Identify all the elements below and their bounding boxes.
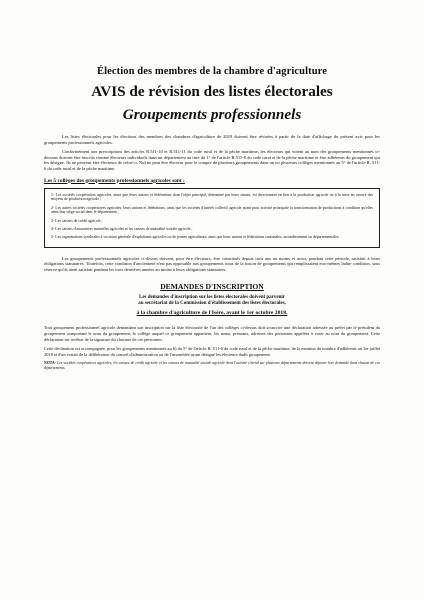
college-item: 3- Les caisses de crédit agricole ; (51, 218, 103, 223)
nota-note (44, 361, 380, 370)
demandes-title: DEMANDES D'INSCRIPTION (160, 282, 264, 292)
intro-paragraph-1: Les listes électorales pour les élections des membres des chambres d'agriculture de 2019 doivent être révisées à partir de la date d'affichage du présent avis pour les groupements professionnels agricoles. (44, 134, 380, 145)
election-heading: Élection des membres de la chambre d'agriculture (97, 66, 327, 77)
avis-title: AVIS de révision des listes électorales (91, 83, 333, 100)
nota-label: NOTA (44, 361, 55, 366)
colleges-heading: Les 5 collèges des groupements professionnels agricoles sont : (44, 177, 185, 184)
college-item: 5- Les organisations syndicales à vocation générale d'exploitants agricoles ou de jeunes agriculteurs, ainsi que leurs unions et fédérations cantonales, arrondissement ou départementales. (51, 235, 340, 240)
intro-paragraph-2: Conformément aux prescriptions des articles R.511-10 et R.511-11 du code rural et de la pêche maritime, les électeurs qui votent au nom des groupements mentionnés ci-dessous doivent être inscrits comme électeurs individuels dans un département au titre du 1° de l'article R.511-8 du code rural et de la pêche maritime et être adhérents du groupement qui les désigne. Ils ne peuvent être électeurs de celui-ci. Nul ne peut être électeur pour le compte de plusieurs groupements dans un ou plusieurs collèges mentionnés au 5° de l'article R. 511-6 du code rural et de la pêche maritime. (44, 149, 380, 171)
nota-text: - Les sociétés coopératives agricoles, les caisses de crédit agricole et les caisses de mutualité sociale agricole dont l'activité s'étend sur plusieurs départements doivent déposer leur demande dans chacun de ces départements. (44, 361, 380, 371)
accompagnement-paragraph: Cette déclaration est accompagnée, pour les groupements mentionnés au b) du 5° de l'article R. 511-6 du code rural et de la pêche maritime, de la mention du nombre d'adhérents au 1er juillet 2018 et d'un extrait de la délibération du conseil d'administration ou de l'assemblée ayant désigné les électeurs dudit groupement. (44, 346, 380, 357)
anciennete-paragraph: Les groupements professionnels agricoles ci-dessus doivent, pour être électeurs, être constitués depuis trois ans au moins et avoir, pendant cette période, satisfait à leurs obligations statutaires. Toutefois, cette condition d'ancienneté n'est pas opposable aux groupements issus de la fusion de groupements qui remplissaient eux-mêmes ladite condition, sous réserve qu'ils aient satisfait pendant les trois dernières années au moins à leurs obligations statutaires. (44, 255, 380, 272)
demandes-line-2: au secrétariat de la Commission d'établissement des listes électorales, (138, 301, 286, 307)
declaration-paragraph: Tout groupement professionnel agricole demandant son inscription sur la liste électorale de l'un des collèges ci-dessus doit souscrire une déclaration adressée au préfet par le président du groupement comportant le nom du groupement, le collège auquel ce groupement appartient, les noms, prénoms, adresses des personnes appelées à voter au nom du groupement. Cette déclaration est revêtue de la signature du chacune de ces personnes. (44, 325, 380, 342)
colleges-box (44, 188, 380, 248)
college-item: 4- Les caisses d'assurances mutuelles agricoles et les caisses de mutualité sociale agricole ; (51, 227, 193, 232)
groupements-subtitle: Groupements professionnels (122, 106, 302, 123)
demandes-deadline: à la chambre d'agriculture de l'Isère, avant le 1er octobre 2018. (136, 310, 288, 317)
demandes-line-1: Les demandes d'inscription sur les listes électorales doivent parvenir (138, 295, 285, 301)
college-item: 2- Les autres sociétés coopératives agricoles, leurs unions et fédérations, ainsi que les sociétés d'intérêt collectif agricole ayant pour activité principale la transformation de productions à condition qu'elles aient leur siège social dans le département ; (51, 205, 373, 215)
college-item: 1- Les sociétés coopératives agricoles, ainsi que leurs unions et fédérations dont l'objet principal, déterminé par leurs statuts, est directement en lien à la production agricole ou à la mise en oeuvre des moyens de production agricole ; (51, 192, 373, 202)
